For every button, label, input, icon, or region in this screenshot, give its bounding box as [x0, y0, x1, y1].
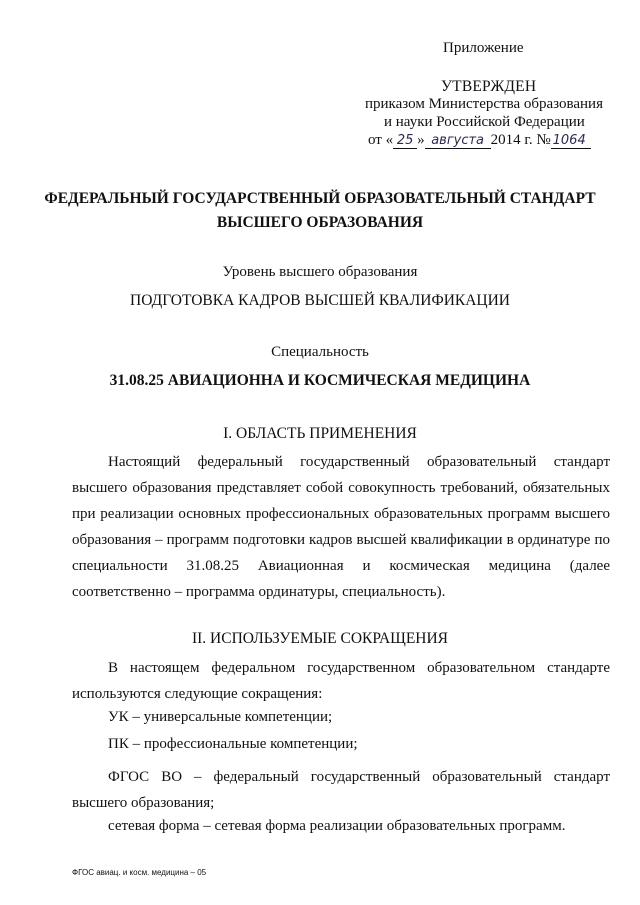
order-line-2: и науки Российской Федерации — [384, 114, 585, 130]
order-mid-text: » — [417, 132, 425, 148]
approved-label: УТВЕРЖДЕН — [441, 78, 537, 95]
handwritten-month: августа — [425, 134, 491, 149]
section-2-intro: В настоящем федеральном государственном образовательном стандарте используются следующие сокращения: — [72, 660, 610, 702]
specialty-label: Специальность — [271, 344, 369, 360]
education-level-value: ПОДГОТОВКА КАДРОВ ВЫСШЕЙ КВАЛИФИКАЦИИ — [130, 292, 510, 309]
handwritten-day: 25 — [393, 134, 417, 149]
specialty-value: 31.08.25 АВИАЦИОННА И КОСМИЧЕСКАЯ МЕДИЦИНА — [109, 372, 531, 389]
abbreviation-pk: ПК – профессиональные компетенции; — [108, 736, 358, 752]
abbreviation-uk: УК – универсальные компетенции; — [108, 709, 333, 725]
order-year-text: 2014 г. № — [490, 132, 551, 148]
section-1-heading: I. ОБЛАСТЬ ПРИМЕНЕНИЯ — [223, 425, 417, 442]
page-footer: ФГОС авиац. и косм. медицина – 05 — [72, 868, 207, 877]
education-level-label: Уровень высшего образования — [222, 264, 418, 280]
document-title-line-2: ВЫСШЕГО ОБРАЗОВАНИЯ — [216, 214, 424, 231]
appendix-label: Приложение — [443, 40, 524, 56]
section-1-paragraph: Настоящий федеральный государственный образовательный стандарт высшего образования представляет собой совокупность требований, обязательных при реализации основных профессиональных образовательных программ высшего образования – программ подготовки кадров высшей квалификации в ординатуре по специальности 31.08.25 Авиационная и космическая медицина (далее соответственно – программа ординатуры, специальность). — [72, 454, 610, 600]
order-line-1: приказом Министерства образования — [365, 96, 603, 112]
order-from-text: от « — [368, 132, 394, 148]
order-date-line — [368, 132, 591, 149]
abbreviation-network-form: сетевая форма – сетевая форма реализации образовательных программ. — [108, 818, 566, 834]
section-2-heading: II. ИСПОЛЬЗУЕМЫЕ СОКРАЩЕНИЯ — [191, 630, 449, 647]
handwritten-order-number: 1064 — [551, 134, 591, 149]
abbreviation-fgos: ФГОС ВО – федеральный государственный образовательный стандарт высшего образования; — [72, 769, 610, 811]
document-title-line-1: ФЕДЕРАЛЬНЫЙ ГОСУДАРСТВЕННЫЙ ОБРАЗОВАТЕЛЬНЫЙ СТАНДАРТ — [44, 190, 596, 207]
